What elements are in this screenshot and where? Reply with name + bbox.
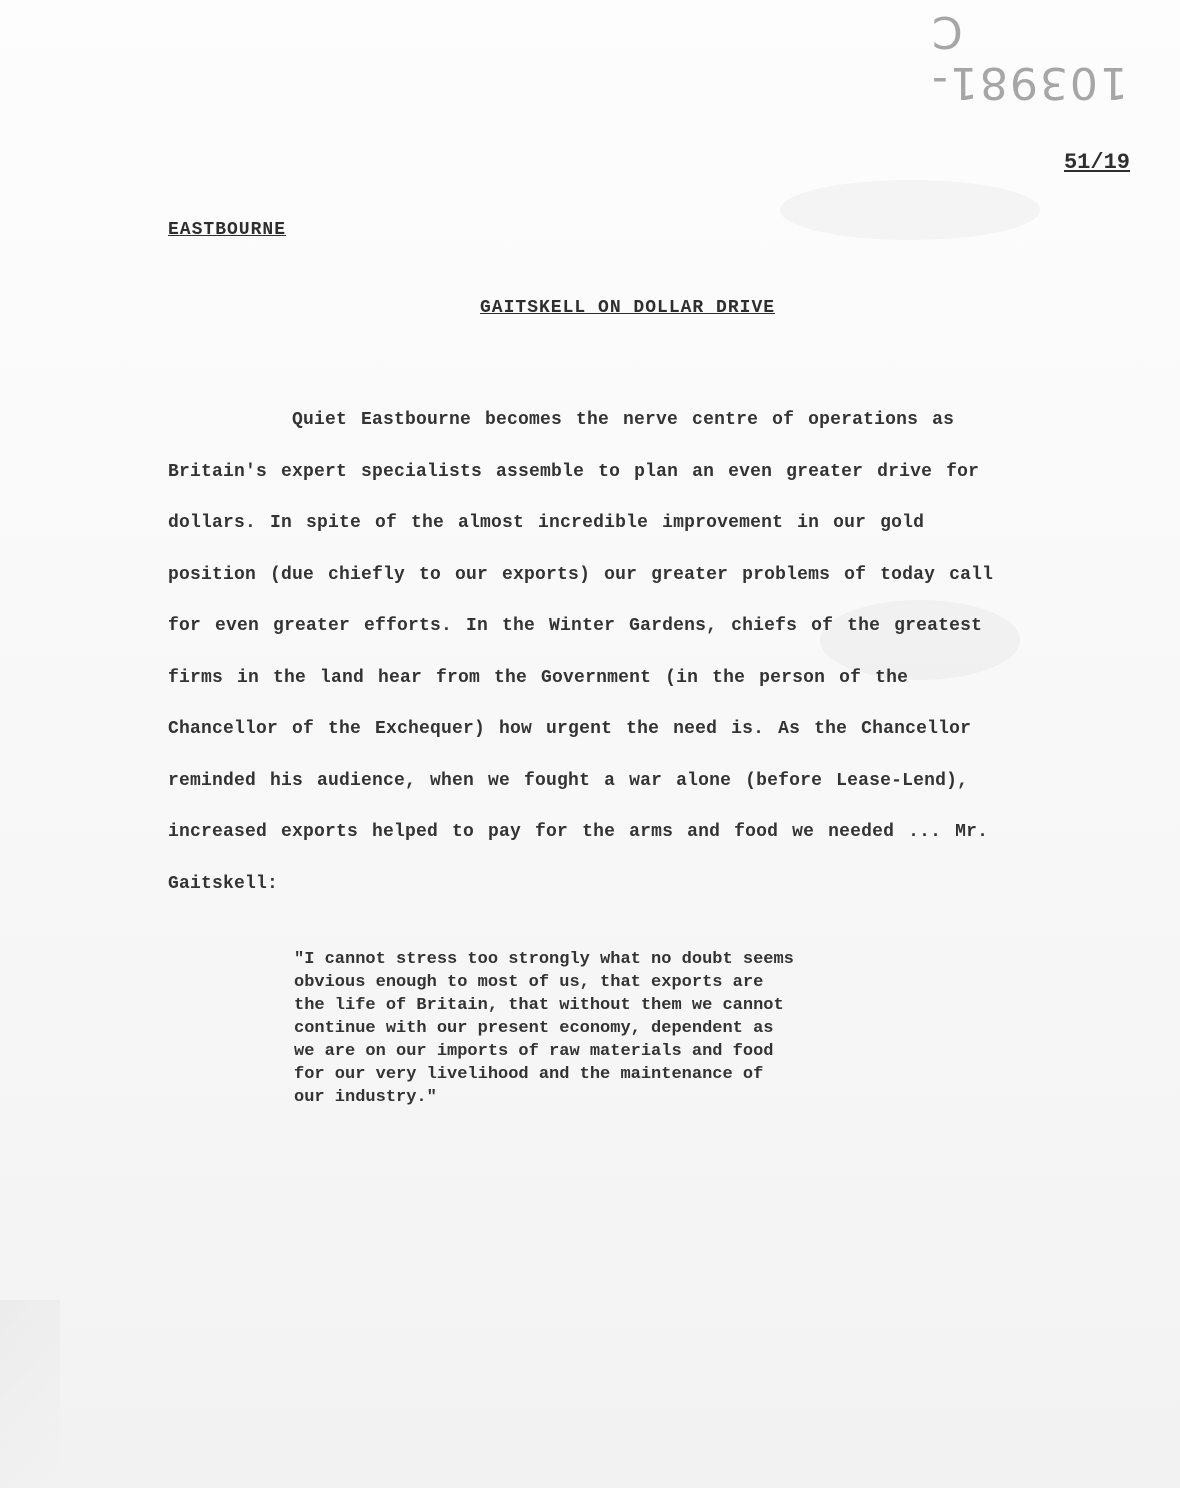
quoted-statement: "I cannot stress too strongly what no doubt seems obvious enough to most of us, that exports are the life of Britain, that without them we cannot continue with our present economy, dependent as we are on our imports of raw materials and food for our very livelihood and the maintenance of our industry." bbox=[294, 950, 794, 1107]
archive-id-stamp: 103981-C bbox=[930, 6, 1128, 108]
dateline: EASTBOURNE bbox=[168, 220, 287, 240]
body-paragraph: Quiet Eastbourne becomes the nerve centre of operations as Britain's expert specialists assemble to plan an even greater drive for dollars. In spite of the almost incredible improvement in our gold position (due chiefly to our exports) our greater problems of today call for even greater efforts. In the Winter Gardens, chiefs of the greatest firms in the land hear from the Government (in the person of the Chancellor of the Exchequer) how urgent the need is. As the Chancellor reminded his audience, when we fought a war alone (before Lease-Lend), increased exports helped to pay for the arms and food we needed ... Mr. Gaitskell: bbox=[168, 410, 994, 894]
paper-smudge bbox=[780, 180, 1040, 240]
page-number: 51/19 bbox=[1063, 150, 1130, 175]
headline: GAITSKELL ON DOLLAR DRIVE bbox=[480, 298, 776, 318]
paper-fold bbox=[0, 1300, 60, 1488]
